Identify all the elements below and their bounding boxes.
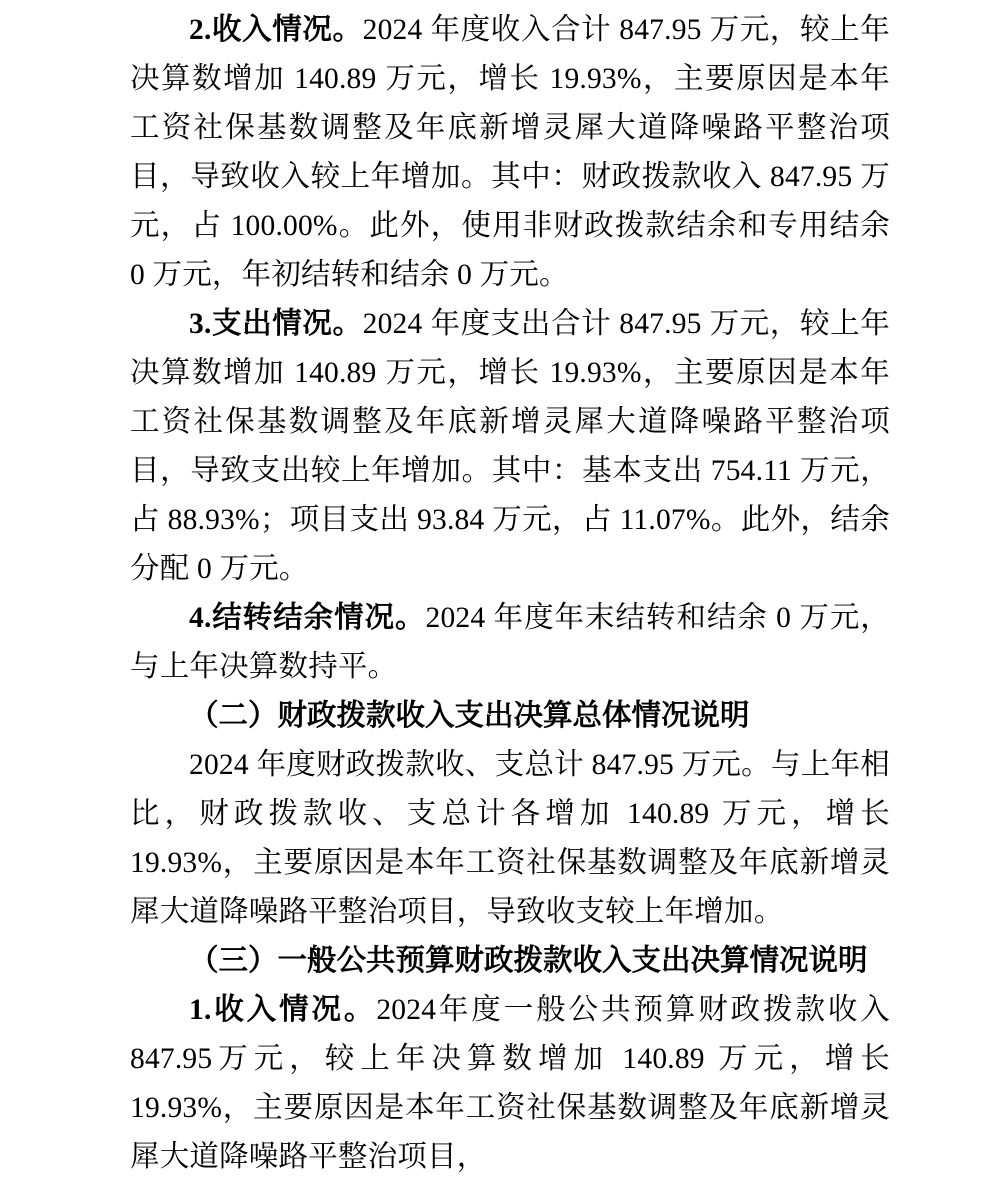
section-title-three: （三）一般公共预算财政拨款收入支出决算情况说明 — [189, 945, 868, 977]
paragraph-body-expenditure: 2024 年度支出合计 847.95 万元，较上年决算数增加 140.89 万元，增长 19.93%，主要原因是本年工资社保基数调整及年底新增灵犀大道降噪路平整治项目，导致支出较上年增加。其中：基本支出 754.11 万元，占 88.93%；项目支出 93.84 万元，占 11.07%。此外，结余分配 0 万元。 — [130, 308, 890, 585]
paragraph-lead-income: 2.收入情况。 — [189, 14, 363, 46]
paragraph-carryover-balance — [130, 594, 890, 692]
paragraph-lead-carryover: 4.结转结余情况。 — [189, 602, 426, 634]
paragraph-body-income: 2024 年度收入合计 847.95 万元，较上年决算数增加 140.89 万元，增长 19.93%，主要原因是本年工资社保基数调整及年底新增灵犀大道降噪路平整治项目，导致收入较上年增加。其中：财政拨款收入 847.95 万元，占 100.00%。此外，使用非财政拨款结余和专用结余 0 万元，年初结转和结余 0 万元。 — [130, 14, 890, 291]
section-title-two: （二）财政拨款收入支出决算总体情况说明 — [189, 700, 750, 732]
paragraph-body-general-income: 2024年度一般公共预算财政拨款收入847.95万元，较上年决算数增加 140.89 万元，增长 19.93%，主要原因是本年工资社保基数调整及年底新增灵犀大道降噪路平整治项目， — [130, 994, 890, 1173]
paragraph-expenditure-situation — [130, 300, 890, 594]
paragraph-section-two-body: 2024 年度财政拨款收、支总计 847.95 万元。与上年相比，财政拨款收、支总计各增加 140.89 万元，增长 19.93%，主要原因是本年工资社保基数调整及年底新增灵犀大道降噪路平整治项目，导致收支较上年增加。 — [130, 749, 890, 928]
paragraph-general-budget-income — [130, 986, 890, 1182]
paragraph-income-situation — [130, 6, 890, 300]
paragraph-body-carryover: 2024 年度年末结转和结余 0 万元，与上年决算数持平。 — [130, 602, 890, 683]
paragraph-lead-expenditure: 3.支出情况。 — [189, 308, 363, 340]
paragraph-lead-general-income: 1.收入情况。 — [189, 994, 377, 1026]
